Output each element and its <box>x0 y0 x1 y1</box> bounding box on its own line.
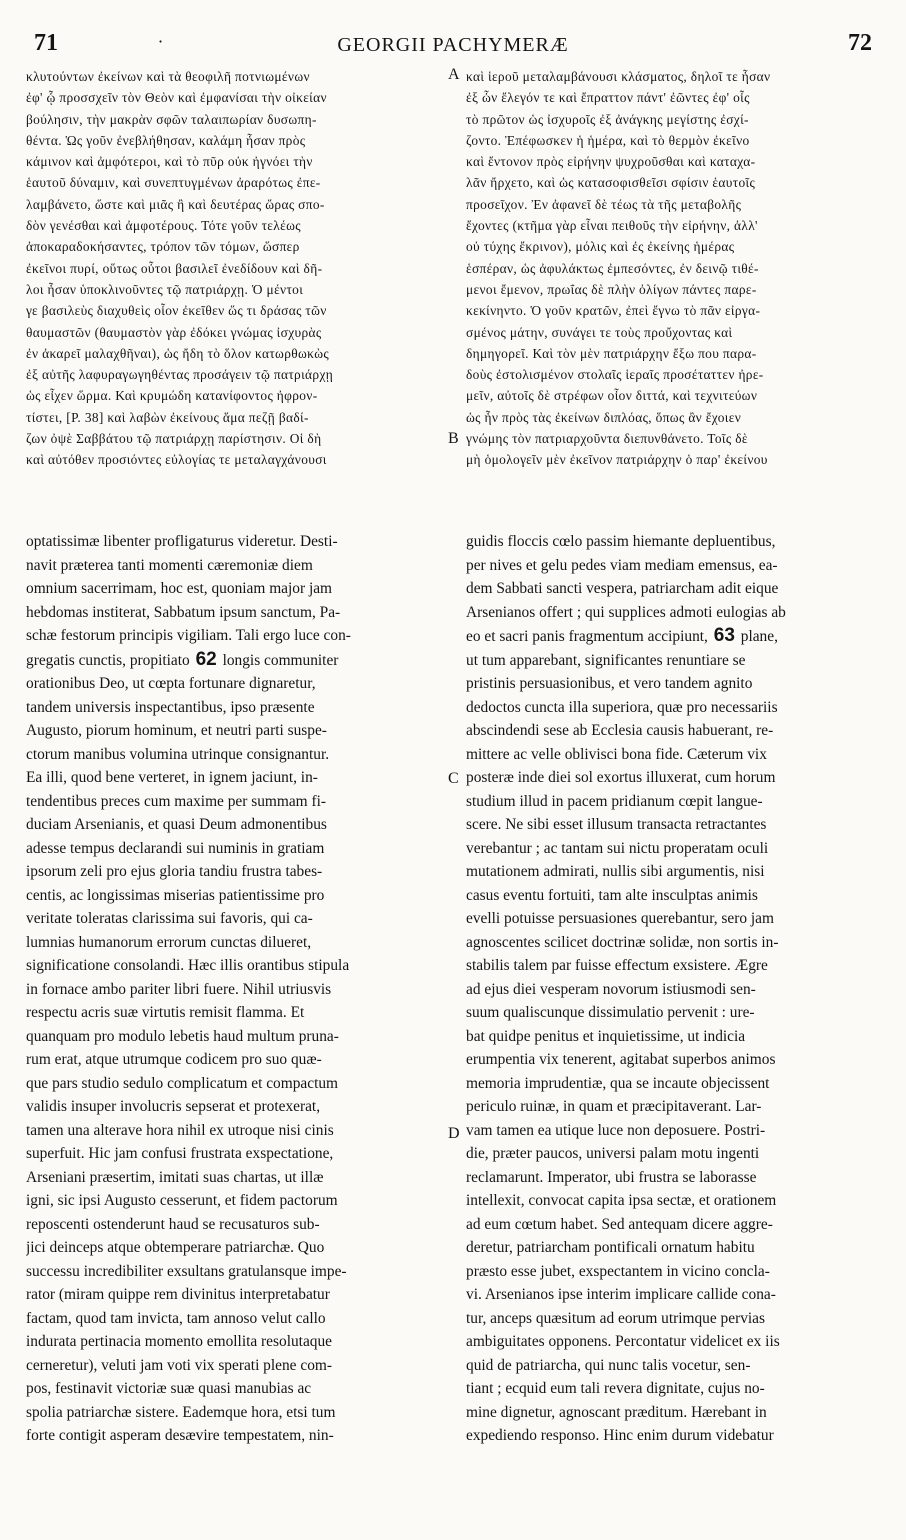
latin-right-line: deretur, patriarcham pontificali ornatum habitu <box>466 1239 755 1256</box>
greek-left-line: ἐκεῖνοι πυρί, οὕτως οὗτοι βασιλεῖ ἐνεδίδουν καὶ δῆ- <box>26 260 323 276</box>
greek-right-line: καὶ ἔντονον πρὸς εἰρήνην ψυχροῦσθαι καὶ καταχα- <box>466 154 756 170</box>
latin-left-line: superfuit. Hic jam confusi frustrata exspectatione, <box>26 1145 334 1162</box>
greek-right-line: μεῖν, αὐτοῖς δὲ στρέφων οἷον διττά, καὶ τεχνιτεύων <box>466 388 758 404</box>
greek-left-line: ἀποκαραδοκήσαντες, τρόπον τῶν τόμων, ὥσπερ <box>26 239 300 255</box>
latin-right-line: casus eventu fortuiti, tam alte insculptas animis <box>466 886 758 904</box>
column-number-badge: 63 <box>713 625 735 646</box>
latin-left-line: que pars studio sedulo complicatum et compactum <box>26 1074 339 1092</box>
latin-right-line: verebantur ; ac tantam sui nictu properatam oculi <box>466 839 769 857</box>
latin-left-line: quanquam pro modulo lebetis haud multum pruna- <box>26 1027 339 1045</box>
margin-letter-b: B <box>448 430 459 447</box>
running-title: GEORGII PACHYMERÆ <box>337 34 569 56</box>
latin-left-line: adesse tempus declarandi sui numinis in gratiam <box>26 839 325 857</box>
latin-right-line: dem Sabbati sancti vespera, patriarcham adit eique <box>466 580 779 597</box>
latin-left-line: navit præterea tanti momenti cæremoniæ diem <box>26 556 313 574</box>
latin-right-line: stabilis talem par fuisse effectum exsistere. Ægre <box>466 957 768 974</box>
latin-left-line: ctorum manibus volumina utrinque consignantur. <box>26 745 330 763</box>
greek-right-line: οὐ τύχης ἔκρινον), μόλις καὶ ἐς ἐκείνης ἡμέρας <box>466 239 735 255</box>
header-dot: · <box>158 32 164 51</box>
latin-left-line: omnium sacerrimam, hoc est, quoniam major jam <box>26 580 333 597</box>
latin-left-line: lumnias humanorum errorum cunctas dilueret, <box>26 933 312 951</box>
latin-right-line: guidis floccis cœlo passim hiemante depluentibus, <box>466 533 776 550</box>
latin-right-line: quid de patriarcha, qui nunc talis vocetur, sen- <box>466 1356 751 1374</box>
greek-left-line: ζων ὀψὲ Σαββάτου τῷ πατριάρχῃ παρίστησιν. Οἱ δὴ <box>26 431 322 447</box>
running-head <box>30 28 876 58</box>
latin-right-line: expediendo responso. Hinc enim durum videbatur <box>466 1427 774 1444</box>
latin-right-line: erumpentia vix tenerent, agitabat superbos animos <box>466 1051 776 1068</box>
latin-left-line: rator (miram quippe rem divinitus interpretabatur <box>26 1286 330 1303</box>
latin-right-line: posteræ inde diei sol exortus illuxerat, cum horum <box>466 769 776 786</box>
latin-right-line: studium illud in pacem pridianum cœpit langue- <box>466 792 763 810</box>
page-number-left: 71 <box>34 30 58 56</box>
greek-left-line: τίστει, [P. 38] καὶ λαβὼν ἐκείνους ἅμα πεζῇ βαδί- <box>26 409 309 425</box>
latin-left-line: tandem universis inspectantibus, ipso præsente <box>26 698 315 716</box>
latin-left-line: validis insuper involucris sepserat et protexerat, <box>26 1098 321 1115</box>
margin-letter-d: D <box>448 1125 460 1142</box>
column-number-badge: 62 <box>195 648 217 670</box>
greek-column-left <box>26 66 440 471</box>
latin-left-line: pos, festinavit victoriæ suæ quasi manubias ac <box>26 1380 312 1397</box>
greek-right-line: μενοι ἔμενον, πρωΐας δὲ πλὴν ὀλίγων πάντες παρε- <box>466 281 757 297</box>
latin-left-line: Augusto, piorum hominum, et neutri parti suspe- <box>26 722 327 739</box>
greek-right-line: δοὺς ἐστολισμένον στολαῖς ἱεραῖς προσέταττεν ἠρε- <box>466 367 764 383</box>
latin-right-line: scere. Ne sibi esset illusum transacta retractantes <box>466 816 767 833</box>
latin-right-line: vam tamen ea utique luce non deposuere. Postri- <box>466 1121 766 1139</box>
latin-right-line: vi. Arsenianos ipse interim implicare callide cona- <box>466 1286 776 1303</box>
latin-left-line: reposcenti ostenderunt haud se recusaturos sub- <box>26 1215 320 1233</box>
latin-left-line: rum erat, atque utrumque codicem pro suo quæ- <box>26 1051 322 1068</box>
greek-left-line: ἐν ἀκαρεῖ μαλαχθῆναι), ὡς ἤδη τὸ ὅλον κατωρθωκὼς <box>26 345 330 361</box>
greek-left-line: θαυμαστῶν (θαυμαστὸν γὰρ ἐδόκει γνώμας ἰσχυρὰς <box>26 324 322 340</box>
latin-right-line: ad eum cœtum habet. Sed antequam dicere aggre- <box>466 1215 773 1233</box>
greek-left-line: ἑαυτοῦ δύναμιν, καὶ συνεπτυγμένων ἀραρότως ἐπε- <box>26 175 321 191</box>
latin-left-line: significatione consolandi. Hæc illis orantibus stipula <box>26 957 350 974</box>
latin-left-line: hebdomas institerat, Sabbatum ipsum sanctum, Pa- <box>26 603 341 621</box>
greek-right-line: ἐξ ὧν ἔλεγόν τε καὶ ἔπραττον πάντ' ἐῶντες ἐφ' οἷς <box>466 90 750 106</box>
latin-right-line: memoria imprudentiæ, qua se incaute objecissent <box>466 1074 770 1092</box>
latin-right-line: pristinis persuasionibus, et vero tandem agnito <box>466 675 753 692</box>
greek-right-line: γνώμης τὸν πατριαρχοῦντα διεπυνθάνετο. Τοῖς δὲ <box>466 431 748 447</box>
latin-left-line: in fornace ambo pariter libri fuere. Nihil utriusvis <box>26 980 332 998</box>
latin-left-line: tamen una alterave hora nihil ex utroque nisi cinis <box>26 1121 334 1139</box>
greek-left-line: βούλησιν, τὴν μακρὰν σφῶν ταλαιπωρίαν δυσωπη- <box>26 111 317 127</box>
latin-right-line: reclamarunt. Imperator, ubi frustra se laborasse <box>466 1168 757 1186</box>
latin-right-line: periculo ruinæ, in quam et præcipitaverant. Lar- <box>466 1098 762 1115</box>
margin-letter-a: A <box>448 66 460 83</box>
greek-right-line: ὡς ἦν πρὸς τὰς ἐκείνων διπλόας, ὅπως ἂν ἔχοιεν <box>466 409 742 425</box>
greek-right-line: προσεῖχον. Ἐν ἀφανεῖ δὲ τέως τὰ τῆς μεταβολῆς <box>466 196 742 212</box>
latin-left-line: veritate toleratas clarissima sui favoris, qui ca- <box>26 910 313 927</box>
latin-right-line: die, præter paucos, universi palam motu ingenti <box>466 1145 760 1162</box>
latin-left-line: spolia patriarchæ sistere. Eademque hora, etsi tum <box>26 1403 336 1421</box>
latin-left-line: cerneretur), veluti jam voti vix sperati plene com- <box>26 1356 332 1374</box>
latin-left-segment: longis communiter <box>222 651 339 669</box>
greek-right-line: σμένος μάτην, συνάγει τε τοὺς προὔχοντας καὶ <box>466 324 733 340</box>
latin-left-line: ipsorum zeli pro ejus gloria tandiu frustra tabes- <box>26 863 323 880</box>
greek-left-line: ἐφ' ᾧ προσσχεῖν τὸν Θεὸν καὶ ἐμφανίσαι τὴν οἰκείαν <box>26 90 327 106</box>
greek-left-line: καὶ αὐτόθεν προσιόντες εὐλογίας τε μεταλαγχάνουσι <box>26 452 327 468</box>
greek-right-line: ἑσπέραν, ὡς ἀφυλάκτως ἐμπεσόντες, ἐν δεινῷ τιθέ- <box>466 260 759 276</box>
latin-right-line: abscindendi sese ab Ecclesia causis habuerant, re- <box>466 722 774 739</box>
latin-left-line: schæ festorum principis vigiliam. Tali ergo luce con- <box>26 627 351 644</box>
greek-left-line: κλυτούντων ἐκείνων καὶ τὰ θεοφιλῆ ποτνιωμένων <box>26 69 310 84</box>
latin-right-segment: plane, <box>740 628 778 645</box>
greek-left-line: ὡς εἶχεν ὥρμα. Καὶ κρυμώδη κατανίφοντος ἠφρον- <box>26 388 318 404</box>
latin-left-line: centis, ac longissimas miserias patientissime pro <box>26 886 325 904</box>
latin-left-line: respectu acris suæ virtutis remisit flamma. Et <box>26 1004 305 1021</box>
latin-right-line: dedoctos cuncta illa superiora, quæ pro necessariis <box>466 698 778 716</box>
latin-right-line: ut tum apparebant, significantes renuntiare se <box>466 651 746 669</box>
latin-left-line: jici deinceps atque obtemperare patriarchæ. Quo <box>26 1239 325 1256</box>
latin-right-line: mutationem admirati, nullis sibi argumentis, nisi <box>466 863 765 880</box>
latin-left-line: optatissimæ libenter profligaturus videretur. Desti- <box>26 533 338 550</box>
greek-right-line: τὸ πρῶτον ὡς ἰσχυροῖς ἐξ ἀνάγκης μεγίστης ἐσχί- <box>466 111 749 127</box>
latin-right-line: evelli potuisse persuasiones querebantur, sero jam <box>466 910 774 927</box>
latin-left-line: orationibus Deo, ut cœpta fortunare dignaretur, <box>26 675 316 692</box>
latin-right-line: mine dignetur, agnoscant præditum. Hærebant in <box>466 1403 767 1421</box>
latin-left-line: successu incredibiliter exsultans gratulansque impe- <box>26 1262 347 1280</box>
latin-left-line: forte contigit asperam desævire tempestatem, nin- <box>26 1427 334 1444</box>
latin-right-line: per nives et gelu pedes viam mediam emensus, ea- <box>466 556 778 574</box>
greek-left-line: λαμβάνετο, ὥστε καὶ μιᾶς ἢ καὶ δευτέρας ὥρας σπο- <box>26 196 325 212</box>
latin-right-line: tiant ; ecquid eum tali revera dignitate, cujus no- <box>466 1380 765 1397</box>
latin-right-line: ambiguitates opponens. Percontatur videlicet ex iis <box>466 1333 780 1350</box>
latin-right-line: tur, anceps quæsitum ad eorum utrimque pervias <box>466 1309 766 1327</box>
page-number-right: 72 <box>848 30 872 56</box>
latin-right-line: bat quidpe penitus et inquietissime, ut indicia <box>466 1027 746 1045</box>
latin-right-line: agnoscentes scilicet doctrinæ solidæ, non sortis in- <box>466 933 779 951</box>
latin-right-line: suum qualiscunque dissimulatio pervenit : ure- <box>466 1004 755 1021</box>
latin-right-line: præsto esse jubet, exspectantem in vicino concla- <box>466 1262 770 1280</box>
greek-left-line: δὸν γενέσθαι καὶ ἀμφοτέρους. Τότε γοῦν τελέως <box>26 218 301 234</box>
latin-column-left <box>26 530 440 1448</box>
latin-right-line: Arsenianos offert ; qui supplices admoti eulogias ab <box>466 603 786 621</box>
latin-left-line: tendentibus preces cum maxime per summam fi- <box>26 792 327 810</box>
latin-right-line: intellexit, convocat capita ipsa sectæ, et orationem <box>466 1192 777 1209</box>
greek-right-line: ἔχοντες (κτῆμα γὰρ εἶναι πειθοῦς τὴν εἰρήνην, ἀλλ' <box>466 218 758 234</box>
latin-left-line: igni, sic ipsi Augusto cesserunt, et fidem pactorum <box>26 1192 338 1209</box>
latin-left-line: Arseniani præsertim, imitati suas chartas, ut illæ <box>26 1168 324 1186</box>
latin-column-right <box>466 530 880 1448</box>
latin-left-line: duciam Arsenianis, et quasi Deum admonentibus <box>26 816 327 833</box>
margin-letter-c: C <box>448 770 459 787</box>
greek-right-line: δημηγορεῖ. Καὶ τὸν μὲν πατριάρχην ἔξω που παρα- <box>466 345 757 361</box>
latin-left-segment: gregatis cunctis, propitiato <box>26 651 190 669</box>
greek-right-line: ζοντο. Ἐπέφωσκεν ἡ ἡμέρα, καὶ τὸ θερμὸν ἐκεῖνο <box>466 132 750 148</box>
latin-right-line: mittere ac velle oblivisci bona fide. Cæterum vix <box>466 745 767 763</box>
latin-left-line: Ea illi, quod bene verteret, in ignem jaciunt, in- <box>26 769 318 786</box>
latin-right-line <box>466 624 880 649</box>
greek-right-line: λᾶν ἤρχετο, καὶ ὡς κατασοφισθεῖσι σφίσιν ἑαυτοῖς <box>466 175 756 191</box>
greek-right-line: μὴ ὁμολογεῖν μὲν ἐκεῖνον πατριάρχην ὁ παρ' ἐκείνου <box>466 452 768 468</box>
greek-column-right <box>466 66 880 471</box>
greek-left-line: γε βασιλεὺς διαχυθεὶς οἷον ἐκεῖθεν ὥς τι δράσας τῶν <box>26 303 327 319</box>
latin-right-line: ad ejus diei vesperam novorum istiusmodi sen- <box>466 980 756 998</box>
greek-left-line: κάμινον καὶ ἀμφότεροι, καὶ τὸ πῦρ οὐκ ἠγνόει τὴν <box>26 154 313 170</box>
latin-left-line <box>26 648 440 673</box>
greek-right-line: κεκίνηντο. Ὁ γοῦν κρατῶν, ἐπεὶ ἔγνω τὸ πᾶν εἰργα- <box>466 303 761 319</box>
latin-left-line: factam, quod tam invicta, tam annoso velut callo <box>26 1309 326 1327</box>
greek-left-line: λοι ἦσαν ὑποκλινοῦντες τῷ πατριάρχῃ. Ὁ μέντοι <box>26 281 304 297</box>
latin-left-line: indurata pertinacia momento emollita resolutaque <box>26 1333 332 1350</box>
latin-right-segment: eo et sacri panis fragmentum accipiunt, <box>466 628 708 645</box>
greek-left-line: ἐξ αὐτῆς λαφυραγωγηθέντας προσάγειν τῷ πατριάρχῃ <box>26 367 334 383</box>
greek-right-line: καὶ ἱεροῦ μεταλαμβάνουσι κλάσματος, δηλοῖ τε ἦσαν <box>466 69 771 84</box>
greek-left-line: θέντα. Ὡς γοῦν ἐνεβλήθησαν, καλάμη ἦσαν πρὸς <box>26 132 306 148</box>
